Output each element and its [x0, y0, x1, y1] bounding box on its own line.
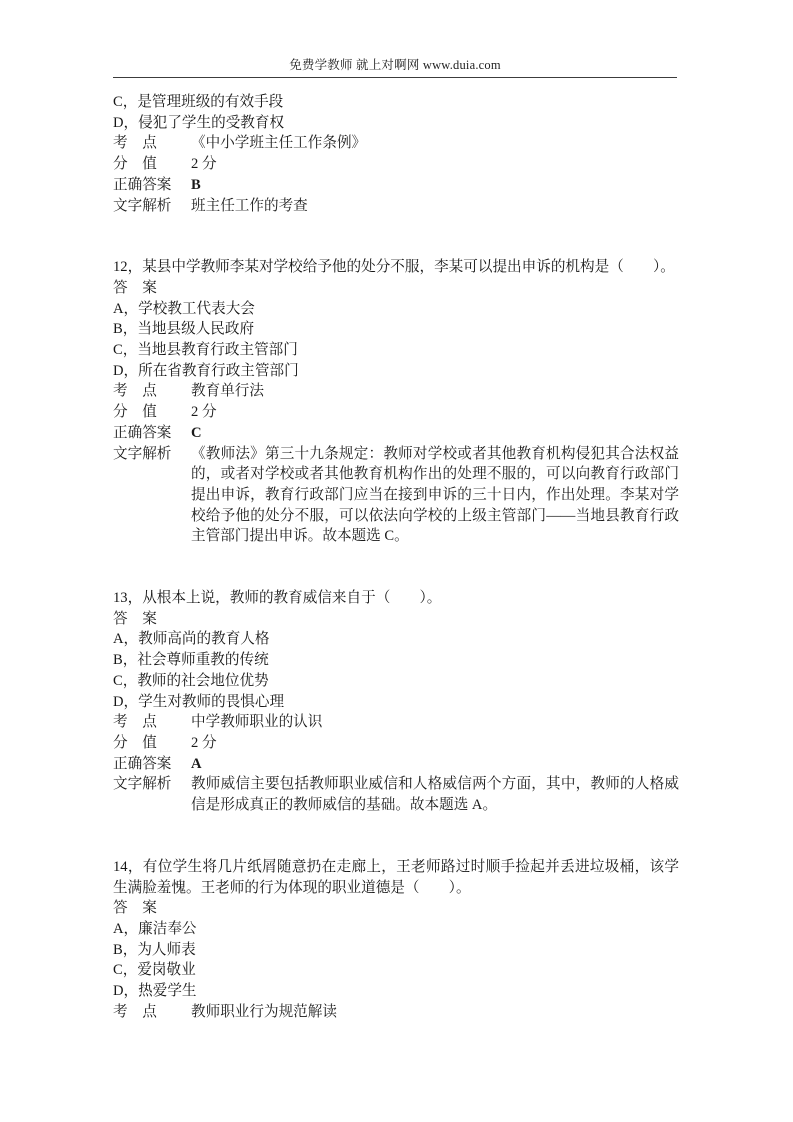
question-stem: 12，某县中学教师李某对学校给予他的处分不服，李某可以提出申诉的机构是（ ）。 — [113, 259, 675, 276]
exam-point-row — [113, 1002, 679, 1023]
exam-point-label: 考 点 — [113, 1003, 157, 1020]
exam-point-value: 《中小学班主任工作条例》 — [191, 135, 367, 152]
block-spacer — [113, 216, 679, 257]
option-item: C，教师的社会地位优势 — [113, 672, 269, 689]
question-block-q13 — [113, 588, 679, 816]
explanation-row — [113, 444, 679, 548]
exam-point-row — [113, 133, 679, 154]
correct-answer-value: C — [191, 424, 202, 441]
correct-answer-row — [113, 175, 679, 196]
answer-label: 答 案 — [113, 610, 157, 627]
exam-point-label: 考 点 — [113, 383, 157, 400]
question-block-q14 — [113, 857, 679, 1023]
document-body — [113, 92, 679, 1022]
score-value: 2 分 — [191, 156, 217, 173]
header-watermark-text: 免费学教师 就上对啊网 www.duia.com — [289, 58, 501, 72]
score-row — [113, 733, 679, 754]
explanation-label: 文字解析 — [113, 445, 172, 462]
explanation-value: 班主任工作的考查 — [191, 197, 308, 214]
explanation-value: 《教师法》第三十九条规定：教师对学校或者其他教育机构侵犯其合法权益的，或者对学校或者其他教育机构作出的处理不服的，可以向教育行政部门提出申诉，教育行政部门应当在接到申诉的三十日内，作出处理。李某对学校给予他的处分不服，可以依法向学校的上级主管部门——当地县教育行政主管部门提出申诉。故本题选 C。 — [191, 445, 679, 545]
question-block-q12 — [113, 257, 679, 547]
block-spacer — [113, 547, 679, 588]
answer-section-label — [113, 278, 679, 299]
option-item: D，侵犯了学生的受教育权 — [113, 114, 285, 131]
exam-point-label: 考 点 — [113, 714, 157, 731]
option-item: B，社会尊师重教的传统 — [113, 652, 269, 669]
explanation-label: 文字解析 — [113, 197, 172, 214]
option-item: D，所在省教育行政主管部门 — [113, 362, 299, 379]
explanation-label: 文字解析 — [113, 776, 172, 793]
explanation-row — [113, 774, 679, 815]
exam-point-value: 中学教师职业的认识 — [191, 714, 323, 731]
exam-point-label: 考 点 — [113, 135, 157, 152]
question-block-q11-tail — [113, 92, 679, 216]
question-stem: 13，从根本上说，教师的教育威信来自于（ ）。 — [113, 590, 442, 607]
score-row — [113, 402, 679, 423]
explanation-row — [113, 196, 679, 217]
score-label: 分 值 — [113, 156, 157, 173]
score-row — [113, 154, 679, 175]
correct-answer-row — [113, 754, 679, 775]
block-spacer — [113, 816, 679, 857]
answer-section-label — [113, 898, 679, 919]
answer-label: 答 案 — [113, 900, 157, 917]
exam-point-row — [113, 381, 679, 402]
correct-answer-row — [113, 423, 679, 444]
exam-point-value: 教育单行法 — [191, 383, 264, 400]
correct-answer-value: B — [191, 176, 202, 193]
correct-answer-label: 正确答案 — [113, 176, 172, 193]
correct-answer-label: 正确答案 — [113, 755, 172, 772]
score-label: 分 值 — [113, 404, 157, 421]
score-label: 分 值 — [113, 734, 157, 751]
option-item: D，学生对教师的畏惧心理 — [113, 693, 285, 710]
score-value: 2 分 — [191, 404, 217, 421]
answer-label: 答 案 — [113, 279, 157, 296]
page-header — [113, 57, 677, 78]
header-divider — [113, 77, 677, 78]
option-item: C，爱岗敬业 — [113, 962, 196, 979]
answer-section-label — [113, 609, 679, 630]
exam-point-value: 教师职业行为规范解读 — [191, 1003, 337, 1020]
option-item: D，热爱学生 — [113, 983, 197, 1000]
correct-answer-value: A — [191, 755, 202, 772]
option-item: A，教师高尚的教育人格 — [113, 631, 270, 648]
option-item: C，当地县教育行政主管部门 — [113, 342, 298, 359]
option-item: C，是管理班级的有效手段 — [113, 94, 284, 110]
score-value: 2 分 — [191, 734, 217, 751]
correct-answer-label: 正确答案 — [113, 424, 172, 441]
question-stem: 14，有位学生将几片纸屑随意扔在走廊上，王老师路过时顺手捡起并丢进垃圾桶，该学生满脸羞愧。王老师的行为体现的职业道德是（ ）。 — [113, 858, 679, 896]
option-item: A，学校教工代表大会 — [113, 300, 255, 317]
option-item: A，廉洁奉公 — [113, 920, 197, 937]
option-item: B，当地县级人民政府 — [113, 321, 255, 338]
explanation-value: 教师威信主要包括教师职业威信和人格威信两个方面，其中，教师的人格威信是形成真正的教师威信的基础。故本题选 A。 — [191, 776, 679, 814]
option-item: B，为人师表 — [113, 941, 196, 958]
exam-point-row — [113, 712, 679, 733]
